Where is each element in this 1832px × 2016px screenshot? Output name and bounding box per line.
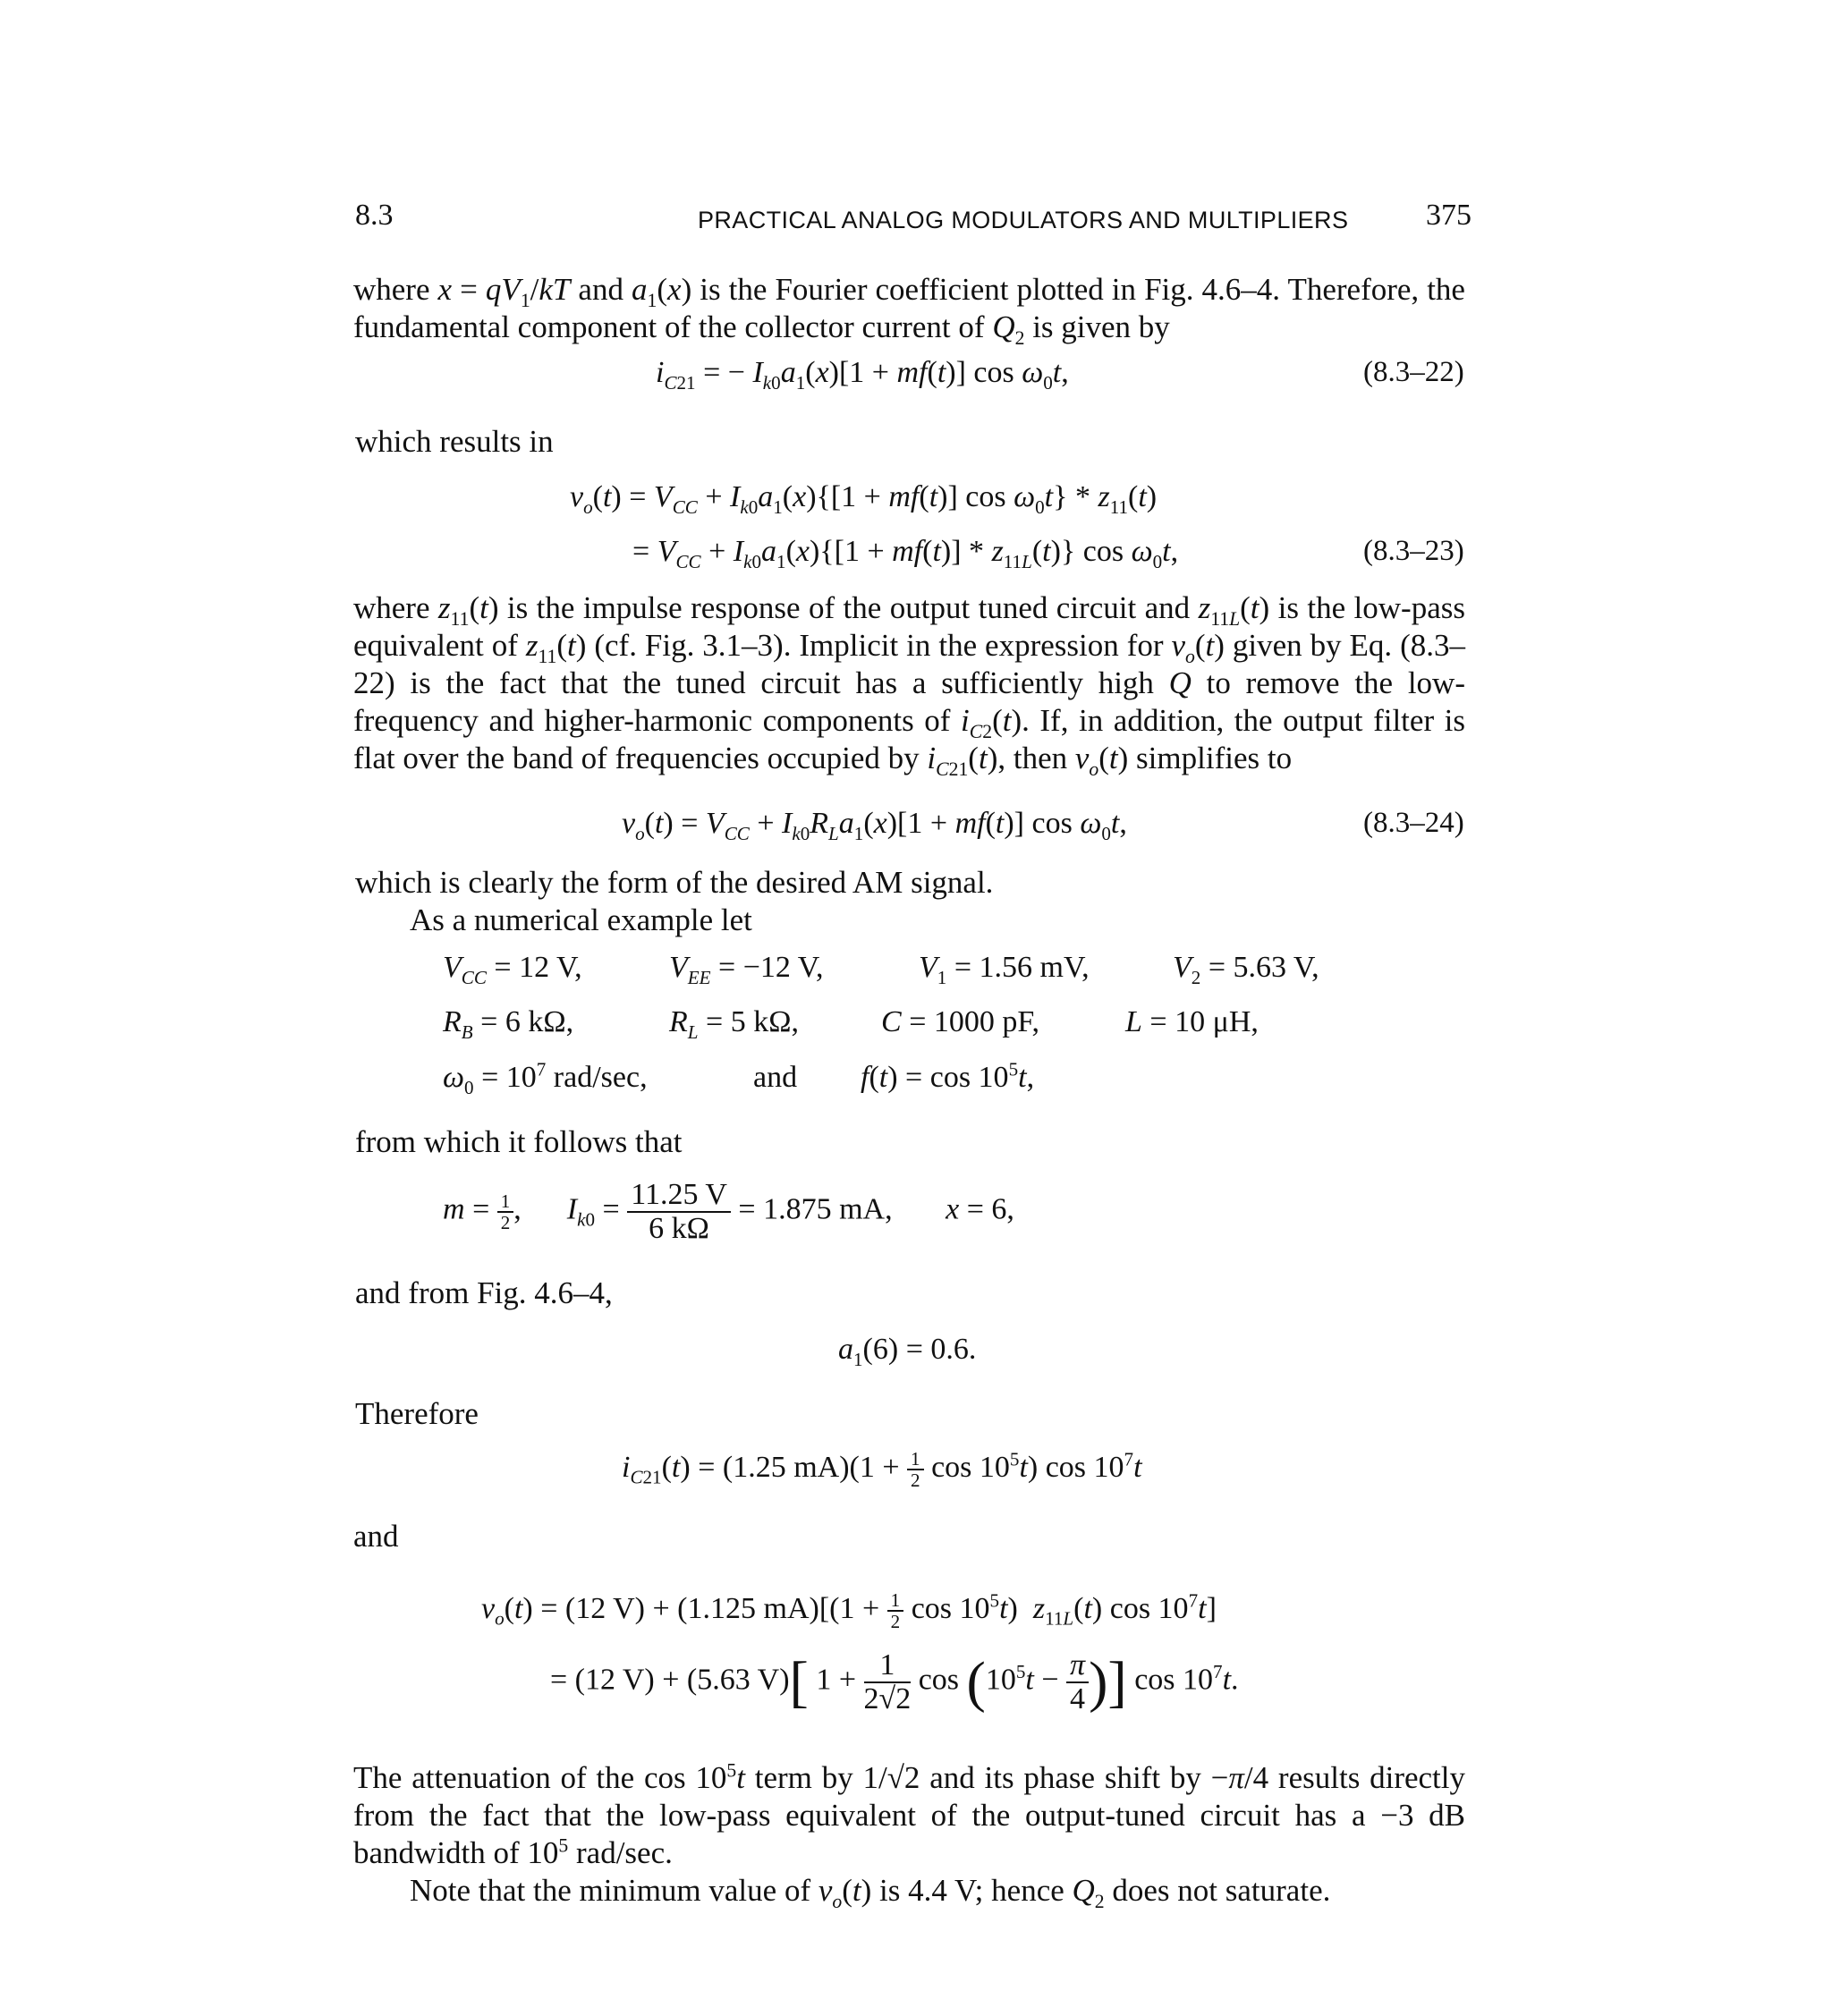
param-vcc: $V_{CC} = 12$ V, [443, 951, 582, 988]
param-vee: $V_{EE} = -12$ V, [669, 951, 824, 988]
text-from-fig: and from Fig. 4.6–4, [355, 1275, 613, 1310]
param-v2: $V_2 = 5.63$ V, [1173, 951, 1319, 988]
equation-8-3-24: $v_o(t) = V_{CC} + I_{k0}R_La_1(x)[1 + mf(t)]$ $\cos \omega_0t$, [622, 807, 1127, 844]
param-f: $f(t) = \cos 10^5t$, [861, 1058, 1035, 1094]
fraction-ik0 [627, 1179, 731, 1244]
equation-ic21: $i_{C21}(t) = (1.25$ mA)(1 + $\frac{1}{2}$ $\cos 10^5t$) $\cos 10^7t$ [622, 1448, 1142, 1492]
value-l: 10 μH, [1175, 1005, 1259, 1038]
param-v1: $V_1 = 1.56$ mV, [919, 951, 1090, 988]
value-c: 1000 pF, [933, 1005, 1040, 1038]
value-rb: 6 kΩ, [505, 1005, 574, 1038]
value-rl: 5 kΩ, [730, 1005, 799, 1038]
text-therefore: Therefore [355, 1396, 479, 1431]
value-v2: 5.63 V, [1233, 951, 1319, 984]
text-clearly-am: which is clearly the form of the desired AM signal. [355, 865, 994, 900]
paragraph-impulse-response: where $z_{11}(t)$ is the impulse response of the output tuned circuit and $z_{11L}(t)$ is the low-pass equivalent of $z_{11}(t)$ (cf. Fig. 3.1–3). Implicit in the expression for $v_o(t)$ given by Eq. (8.3–22) is the fact that the tuned circuit has a sufficiently high Q to remove the low-frequency and higher-harmonic components of $i_{C2}(t)$. If, in addition, the output filter is flat over the band of frequencies occupied by $i_{C21}(t)$, then $v_o(t)$ simplifies to [353, 590, 1466, 780]
param-rb: $R_B = 6$ kΩ, [443, 1005, 574, 1043]
fraction-one-half: $\frac{1}{2}$ [497, 1191, 514, 1232]
equation-8-3-22: $i_{C21}$ = − $I_{k0}a_1(x)[1 + mf(t)]$ $\cos \omega_0t$, [656, 356, 1069, 394]
running-title: PRACTICAL ANALOG MODULATORS AND MULTIPLIERS [698, 207, 1349, 233]
value-vee: −12 V, [742, 951, 824, 984]
equation-vo-line1: $v_o(t) = (12$ V) + (1.125 mA)[(1 + $\frac{1}{2}$ $\cos 10^5t$) $z_{11L}(t)$ $\cos 10^7t$] [481, 1589, 1217, 1633]
equation-8-3-23-line1: $v_o(t) = V_{CC} + I_{k0}a_1(x)\{[1 + mf(t)]$ $\cos \omega_0t\} * z_{11}(t)$ [570, 480, 1158, 518]
text-which-results-in: which results in [355, 424, 554, 459]
text-numerical-example: As a numerical example let [410, 902, 752, 937]
section-number: 8.3 [355, 199, 394, 232]
equation-a1-6: $a_1(6) = 0.6$. [838, 1333, 977, 1370]
param-omega0: $\omega_0 = 10^7$ rad/sec, [443, 1058, 648, 1098]
equation-number-22: (8.3–22) [1363, 356, 1464, 388]
text-and: and [353, 1519, 399, 1554]
text-and-inline: and [753, 1061, 798, 1094]
page-number: 375 [1426, 199, 1472, 232]
equation-number-23: (8.3–23) [1363, 535, 1464, 567]
value-ik0: 1.875 mA, [763, 1192, 893, 1226]
ik0-denominator: 6 kΩ [649, 1211, 709, 1245]
value-v1: 1.56 mV, [979, 951, 1090, 984]
paragraph-intro: where $x = qV_1/kT$ and $a_1(x)$ is the Fourier coefficient plotted in Fig. 4.6–4. Therefore, the fundamental component of the collector current of $Q_2$ is given by [353, 272, 1465, 349]
text-note: Note that the minimum value of $v_o(t)$ is 4.4 V; hence $Q_2$ does not saturate. [410, 1873, 1331, 1912]
ik0-numerator: 11.25 V [627, 1179, 731, 1213]
value-vcc: 12 V, [519, 951, 582, 984]
param-l: L = 10 μH, [1125, 1005, 1259, 1038]
result-row: m = $\frac{1}{2}$ , $I_{k0}$ = $\frac{11.25 V}{6 k\Omega}$ = 1.875 mA, x = 6, [443, 1178, 1014, 1245]
param-rl: $R_L = 5$ kΩ, [669, 1005, 799, 1043]
equation-8-3-23-line2: = $V_{CC} + I_{k0}a_1(x)\{[1 + mf(t)] * z_{11L}(t)\}$ $\cos \omega_0t$, [632, 535, 1179, 572]
param-c: C = 1000 pF, [881, 1005, 1040, 1038]
text-from-which: from which it follows that [355, 1124, 683, 1159]
paragraph-attenuation: The attenuation of the $\cos 10^5t$ term by 1/√2 and its phase shift by −π/4 results directly from the fact that the low-pass equivalent of the output-tuned circuit has a −3 dB bandwidth of $10^5$ rad/sec. [353, 1759, 1465, 1870]
equation-vo-line2: = (12 V) + (5.63 V)[ 1 + $\frac{1}{2√2}$ $\cos (10^5t$ − $\frac{\pi}{4}$ )] $\cos 10^7t$. [550, 1648, 1239, 1715]
value-a16: 0.6. [930, 1333, 977, 1366]
value-x: 6, [991, 1192, 1014, 1226]
equation-number-24: (8.3–24) [1363, 807, 1464, 839]
